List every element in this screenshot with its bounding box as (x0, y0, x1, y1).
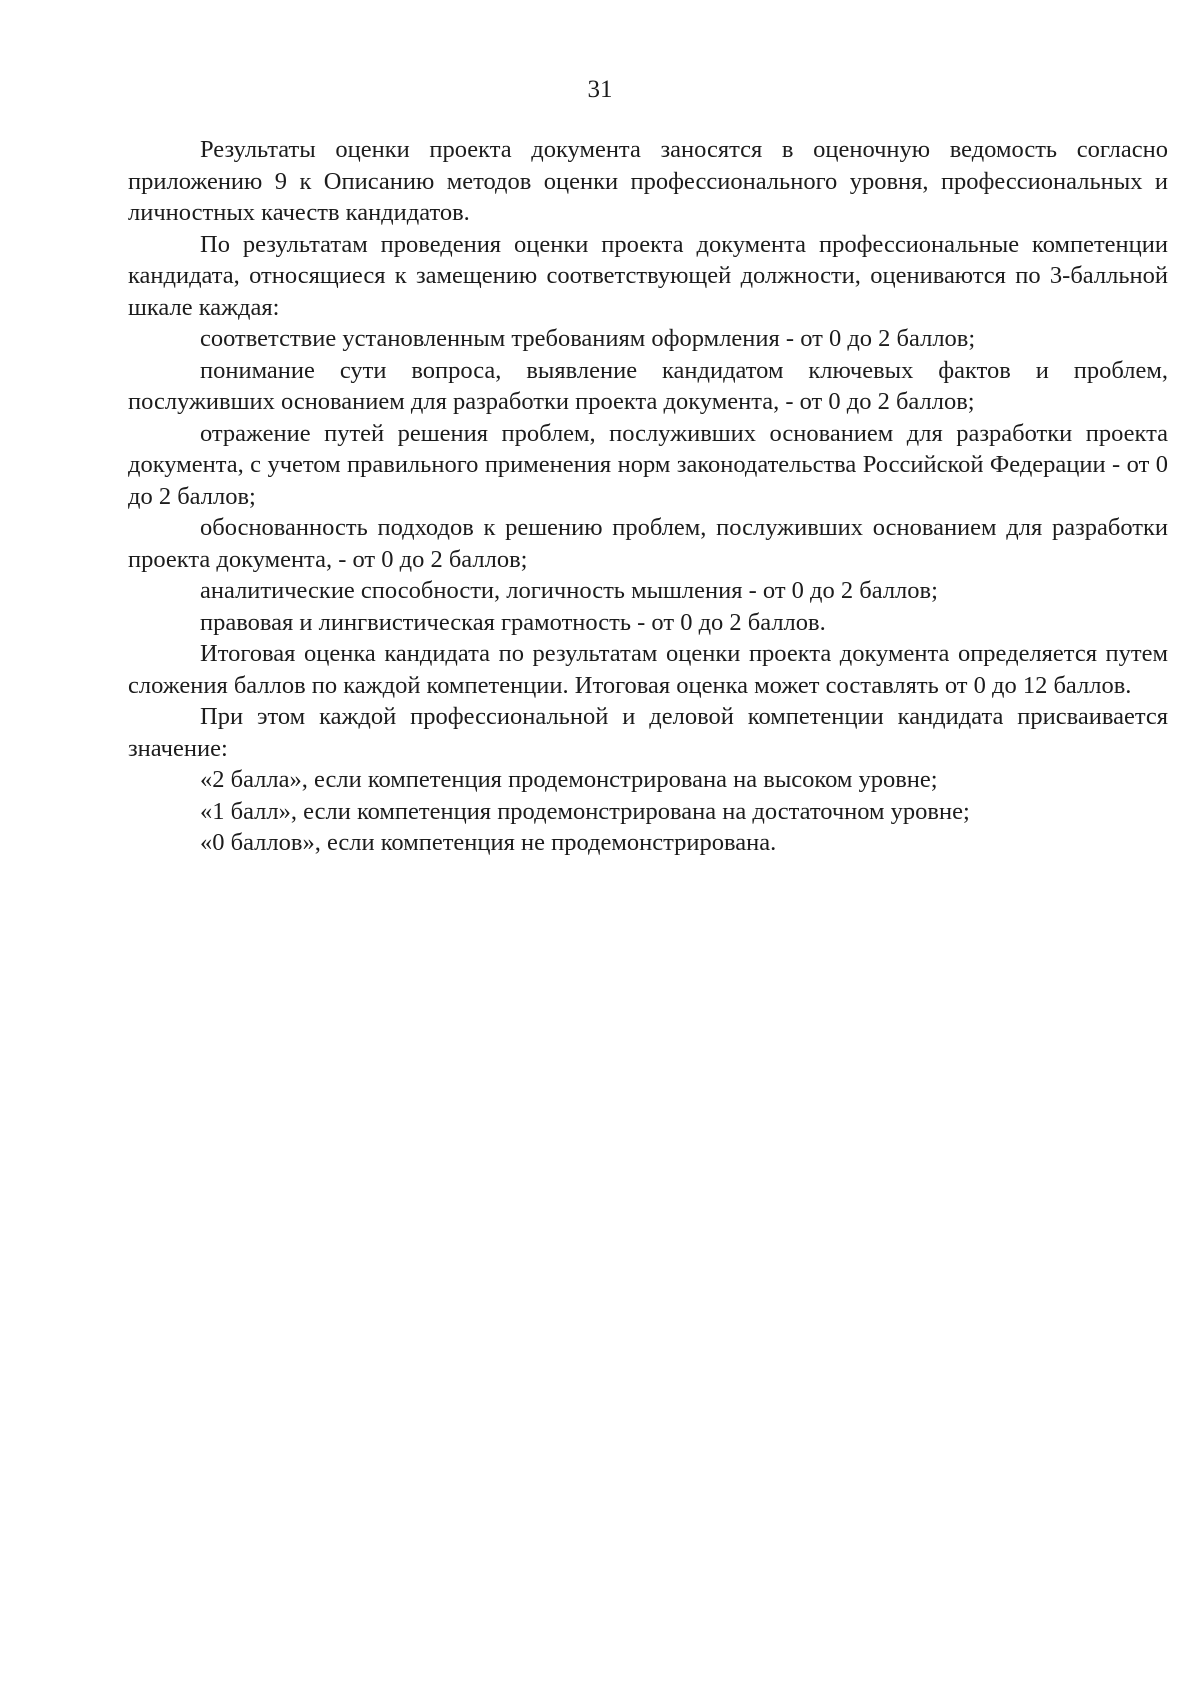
document-body (128, 134, 1168, 859)
paragraph-competence-scale: По результатам проведения оценки проекта документа профессиональные компетенции кандидата, относящиеся к замещению соответствующей должности, оцениваются по 3-балльной шкале каждая: (128, 230, 1168, 321)
score-level-sufficient: «1 балл», если компетенция продемонстрирована на достаточном уровне; (200, 797, 970, 825)
score-level-high: «2 балла», если компетенция продемонстрирована на высоком уровне; (200, 766, 938, 793)
paragraph-results-recording: Результаты оценки проекта документа заносятся в оценочную ведомость согласно приложению 9 к Описанию методов оценки профессионального уровня, профессиональных и личностных качеств кандидатов. (128, 136, 1168, 226)
criterion-analytics: аналитические способности, логичность мышления - от 0 до 2 баллов; (200, 577, 938, 604)
paragraph-total-score: Итоговая оценка кандидата по результатам оценки проекта документа определяется путем сложения баллов по каждой компетенции. Итоговая оценка может составлять от 0 до 12 баллов. (128, 640, 1168, 699)
criterion-literacy: правовая и лингвистическая грамотность - от 0 до 2 баллов. (200, 608, 826, 636)
criterion-justification: обоснованность подходов к решению проблем, послуживших основанием для разработки проекта документа, - от 0 до 2 баллов; (128, 514, 1168, 573)
criterion-solutions: отражение путей решения проблем, послуживших основанием для разработки проекта документа, с учетом правильного применения норм законодательства Российской Федерации - от 0 до 2 баллов; (128, 419, 1168, 510)
score-level-none: «0 баллов», если компетенция не продемонстрирована. (200, 829, 777, 856)
criterion-understanding: понимание сути вопроса, выявление кандидатом ключевых фактов и проблем, послуживших основанием для разработки проекта документа, - от 0 до 2 баллов; (128, 356, 1168, 415)
page-number: 31 (587, 76, 613, 103)
criterion-formatting: соответствие установленным требованиям оформления - от 0 до 2 баллов; (200, 325, 976, 352)
paragraph-value-assignment: При этом каждой профессиональной и деловой компетенции кандидата присваивается значение: (128, 703, 1168, 762)
